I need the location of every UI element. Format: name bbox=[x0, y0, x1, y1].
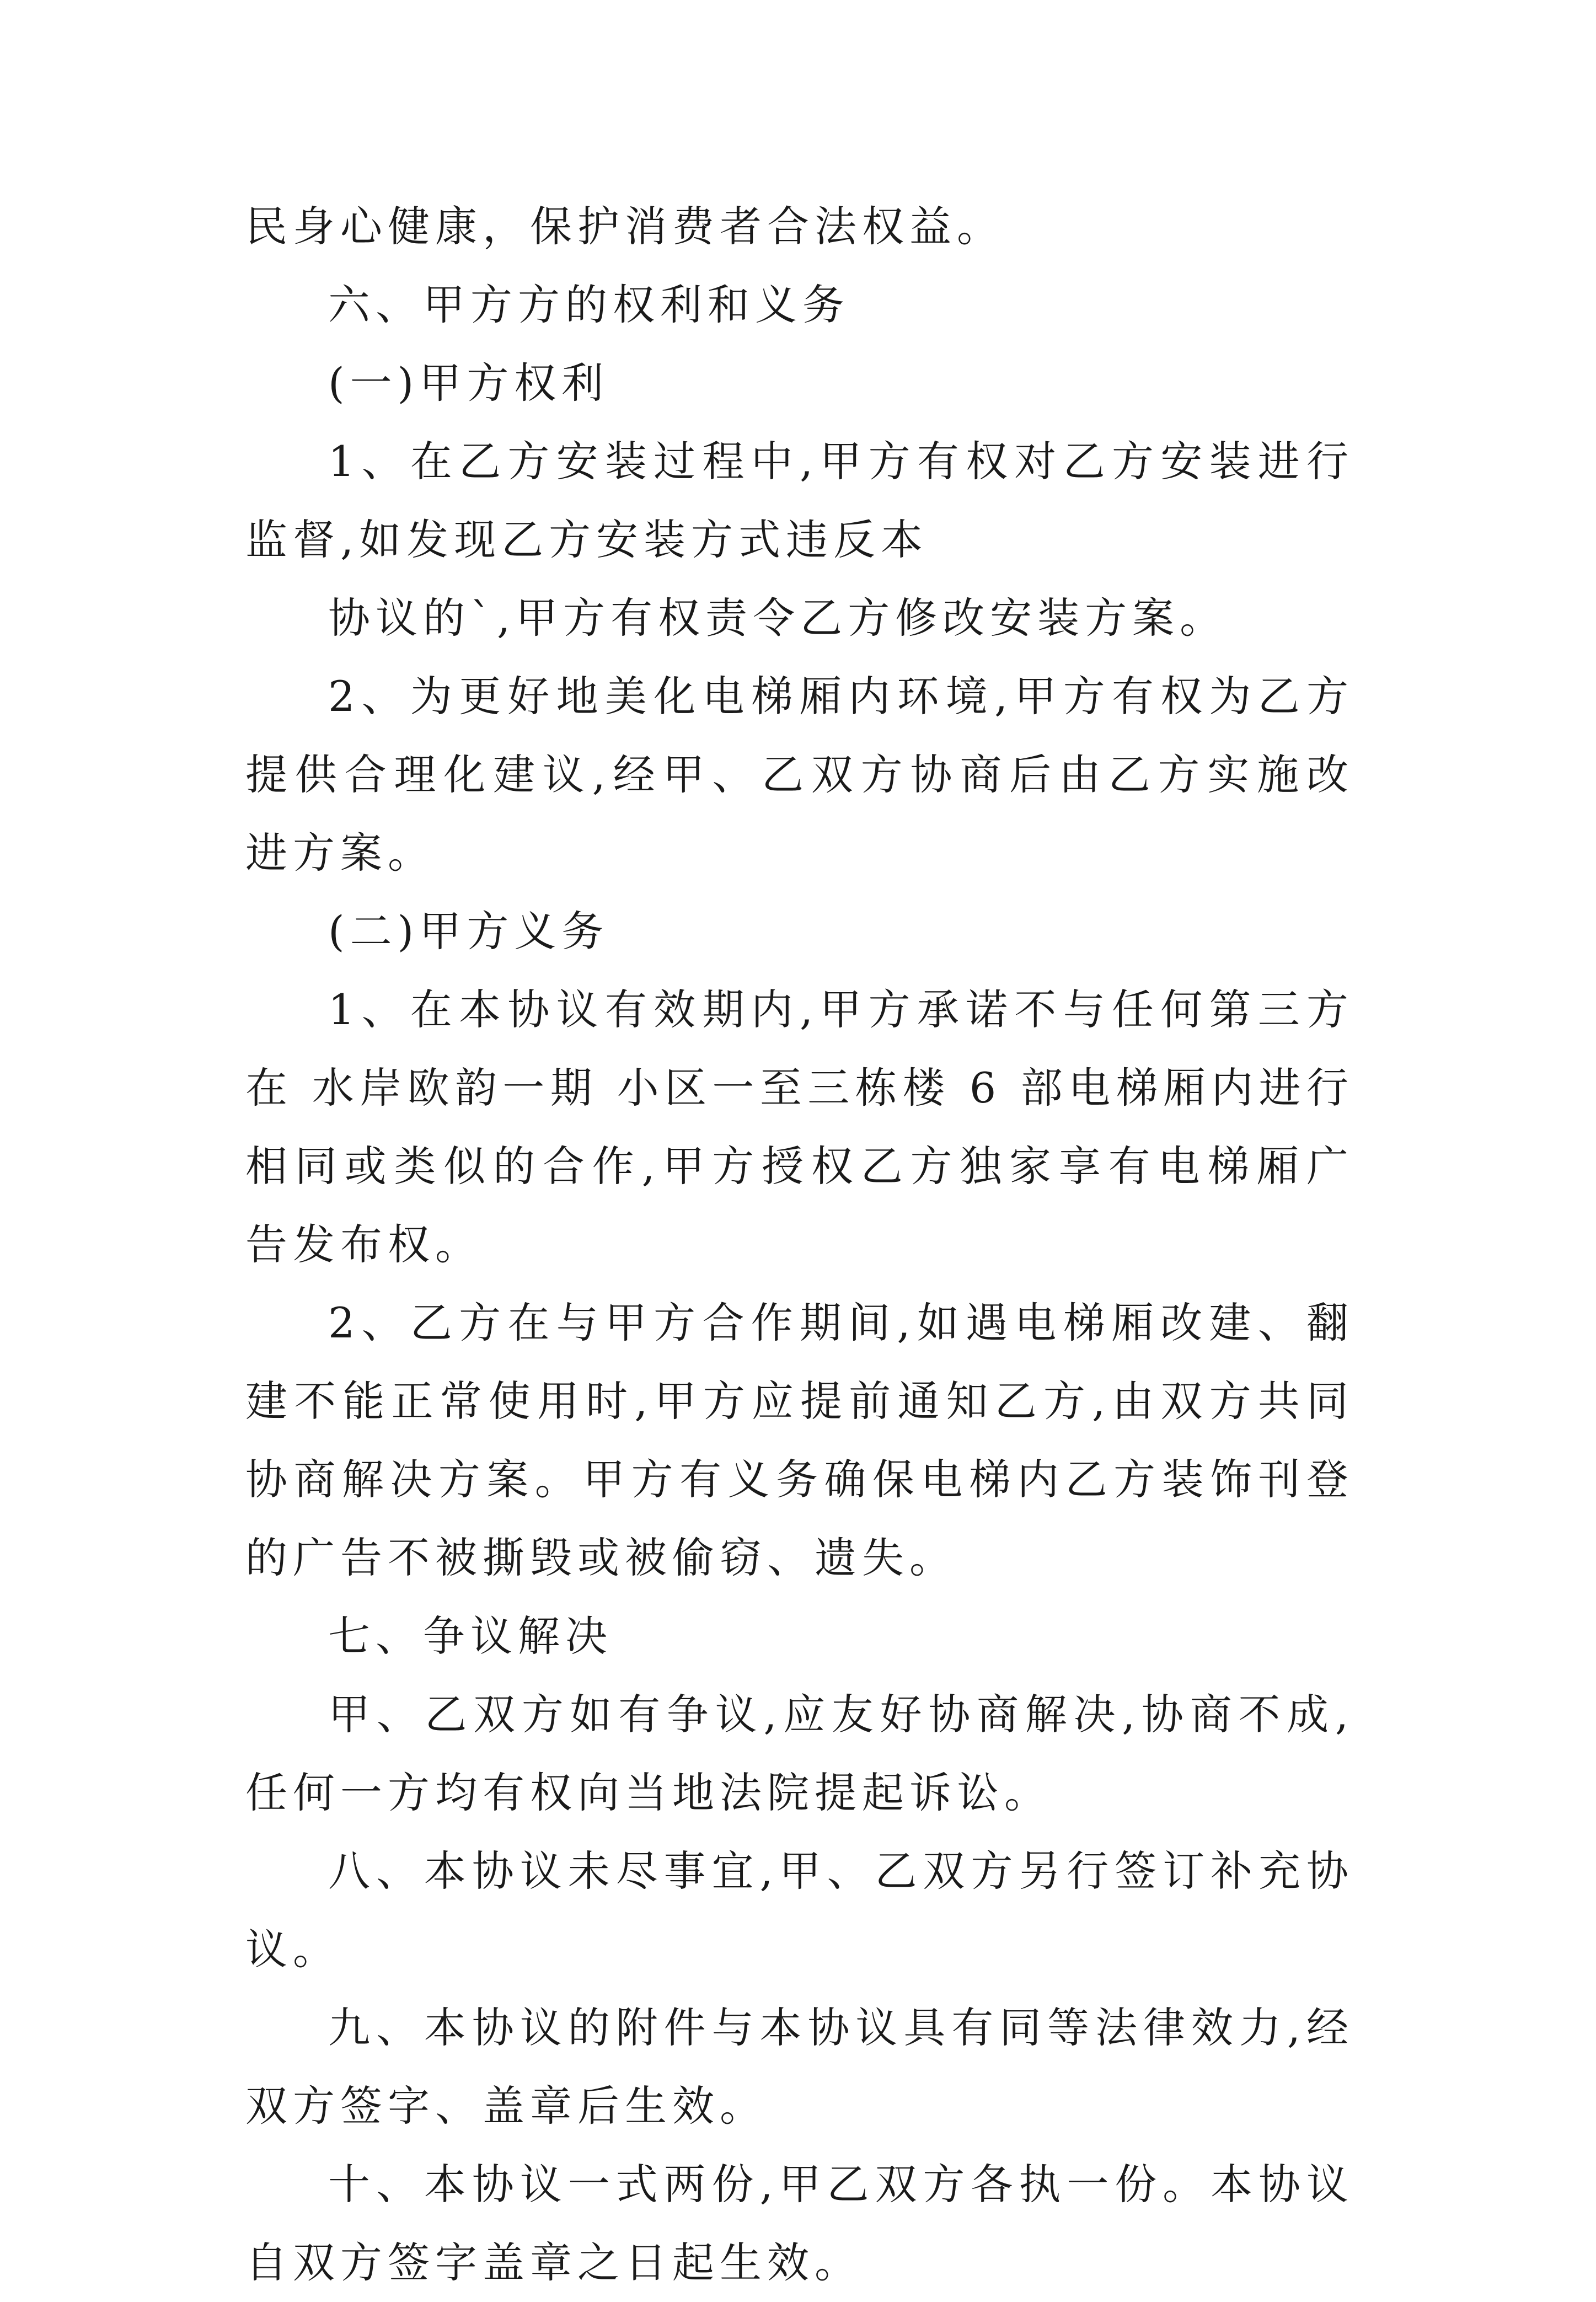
subsection-heading-party-a-rights: (一)甲方权利 bbox=[328, 358, 609, 408]
paragraph-clause-8: 八、本协议未尽事宜,甲、乙双方另行签订补充协议。 bbox=[245, 1846, 1354, 1974]
subsection-heading-party-a-obligations: (二)甲方义务 bbox=[328, 907, 609, 956]
paragraph-rights-item-1: 1、在乙方安装过程中,甲方有权对乙方安装进行监督,如发现乙方安装方式违反本 bbox=[245, 437, 1354, 564]
paragraph-clause-10: 十、本协议一式两份,甲乙双方各执一份。本协议自双方签字盖章之日起生效。 bbox=[245, 2160, 1354, 2287]
paragraph-rights-item-2: 2、为更好地美化电梯厢内环境,甲方有权为乙方提供合理化建议,经甲、乙双方协商后由乙方实施改进方案。 bbox=[245, 672, 1354, 877]
paragraph-obligations-item-1: 1、在本协议有效期内,甲方承诺不与任何第三方在 水岸欧韵一期 小区一至三栋楼 6 部电梯厢内进行相同或类似的合作,甲方授权乙方独家享有电梯厢广告发布权。 bbox=[245, 985, 1354, 1269]
section-heading-rights-obligations: 六、甲方方的权利和义务 bbox=[328, 280, 850, 329]
paragraph-dispute-resolution: 甲、乙双方如有争议,应友好协商解决,协商不成,任何一方均有权向当地法院提起诉讼。 bbox=[245, 1690, 1354, 1817]
paragraph-clause-9: 九、本协议的附件与本协议具有同等法律效力,经双方签字、盖章后生效。 bbox=[245, 2003, 1354, 2130]
paragraph-rights-item-1-cont: 协议的`,甲方有权责令乙方修改安装方案。 bbox=[328, 593, 1228, 643]
document-body bbox=[245, 188, 1354, 2302]
section-heading-dispute-resolution: 七、争议解决 bbox=[328, 1612, 613, 1661]
paragraph-obligations-item-2: 2、乙方在与甲方合作期间,如遇电梯厢改建、翻建不能正常使用时,甲方应提前通知乙方,由双方共同协商解决方案。甲方有义务确保电梯内乙方装饰刊登的广告不被撕毁或被偷窃、遗失。 bbox=[245, 1298, 1354, 1582]
paragraph-continuation: 民身心健康，保护消费者合法权益。 bbox=[245, 202, 1004, 251]
